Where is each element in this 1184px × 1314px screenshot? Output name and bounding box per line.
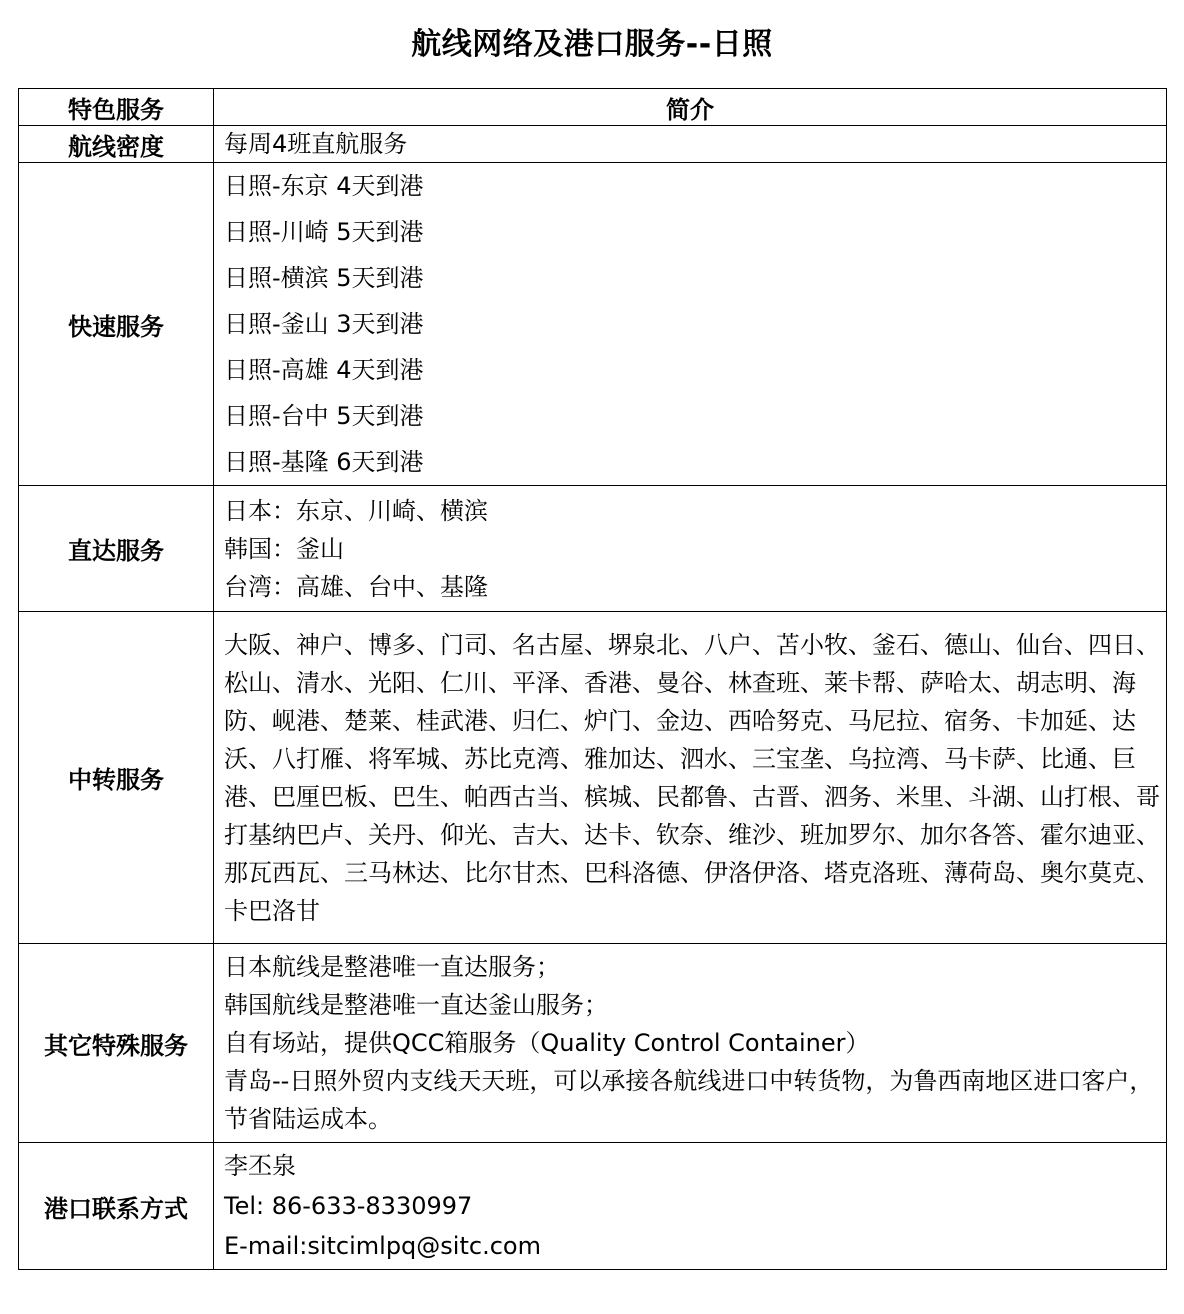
row-body-contact [214,1143,1167,1270]
table-row [19,944,1167,1143]
direct-line: 台湾：高雄、台中、基隆 [224,572,488,601]
page-title: 航线网络及港口服务--日照 [411,27,773,62]
row-body-direct [214,486,1167,612]
table-row [19,612,1167,944]
contact-tel: Tel: 86-633-8330997 [224,1192,473,1220]
row-body-transfer [214,612,1167,944]
fast-route: 日照-台中 5天到港 [224,402,424,430]
fast-route: 日照-川崎 5天到港 [224,218,424,246]
contact-name: 李丕泉 [224,1152,296,1180]
fast-route: 日照-釜山 3天到港 [224,310,424,338]
header-introduction: 简介 [214,89,1167,126]
row-body-density [214,126,1167,163]
row-label-fast: 快速服务 [19,163,214,486]
service-table [18,88,1167,1270]
transfer-port-list: 大阪、神户、博多、门司、名古屋、堺泉北、八户、苫小牧、釜石、德山、仙台、四日、松山、清水、光阳、仁川、平泽、香港、曼谷、林查班、莱卡帮、萨哈太、胡志明、海防、岘港、楚莱、桂武港、归仁、炉门、金边、西哈努克、马尼拉、宿务、卡加延、达沃、八打雁、将军城、苏比克湾、雅加达、泗水、三宝垄、乌拉湾、马卡萨、比通、巨港、巴厘巴板、巴生、帕西古当、槟城、民都鲁、古晋、泗务、米里、斗湖、山打根、哥打基纳巴卢、关丹、仰光、吉大、达卡、钦奈、维沙、班加罗尔、加尔各答、霍尔迪亚、那瓦西瓦、三马林达、比尔甘杰、巴科洛德、伊洛伊洛、塔克洛班、薄荷岛、奥尔莫克、卡巴洛甘 [224,630,1160,925]
table-row [19,1143,1167,1270]
fast-route: 日照-高雄 4天到港 [224,356,424,384]
other-line: 日本航线是整港唯一直达服务； [224,953,560,981]
other-line: 韩国航线是整港唯一直达釜山服务； [224,991,608,1019]
row-body-other [214,944,1167,1143]
row-label-transfer: 中转服务 [19,612,214,944]
table-row [19,486,1167,612]
other-line: 自有场站，提供QCC箱服务（Quality Control Container） [224,1029,870,1057]
header-feature-service: 特色服务 [19,89,214,126]
density-text: 每周4班直航服务 [224,130,408,158]
direct-line: 韩国：釜山 [224,534,344,563]
direct-line: 日本：东京、川崎、横滨 [224,496,488,525]
fast-route: 日照-东京 4天到港 [224,172,424,200]
fast-route: 日照-横滨 5天到港 [224,264,424,292]
row-label-other: 其它特殊服务 [19,944,214,1143]
row-body-fast [214,163,1167,486]
table-header-row [19,89,1167,126]
row-label-contact: 港口联系方式 [19,1143,214,1270]
row-label-direct: 直达服务 [19,486,214,612]
fast-route: 日照-基隆 6天到港 [224,448,424,476]
table-row [19,126,1167,163]
other-line: 青岛--日照外贸内支线天天班，可以承接各航线进口中转货物，为鲁西南地区进口客户，节省陆运成本。 [224,1067,1154,1133]
contact-email[interactable]: E-mail:sitcimlpq@sitc.com [224,1232,541,1260]
table-row [19,163,1167,486]
row-label-density: 航线密度 [19,126,214,163]
